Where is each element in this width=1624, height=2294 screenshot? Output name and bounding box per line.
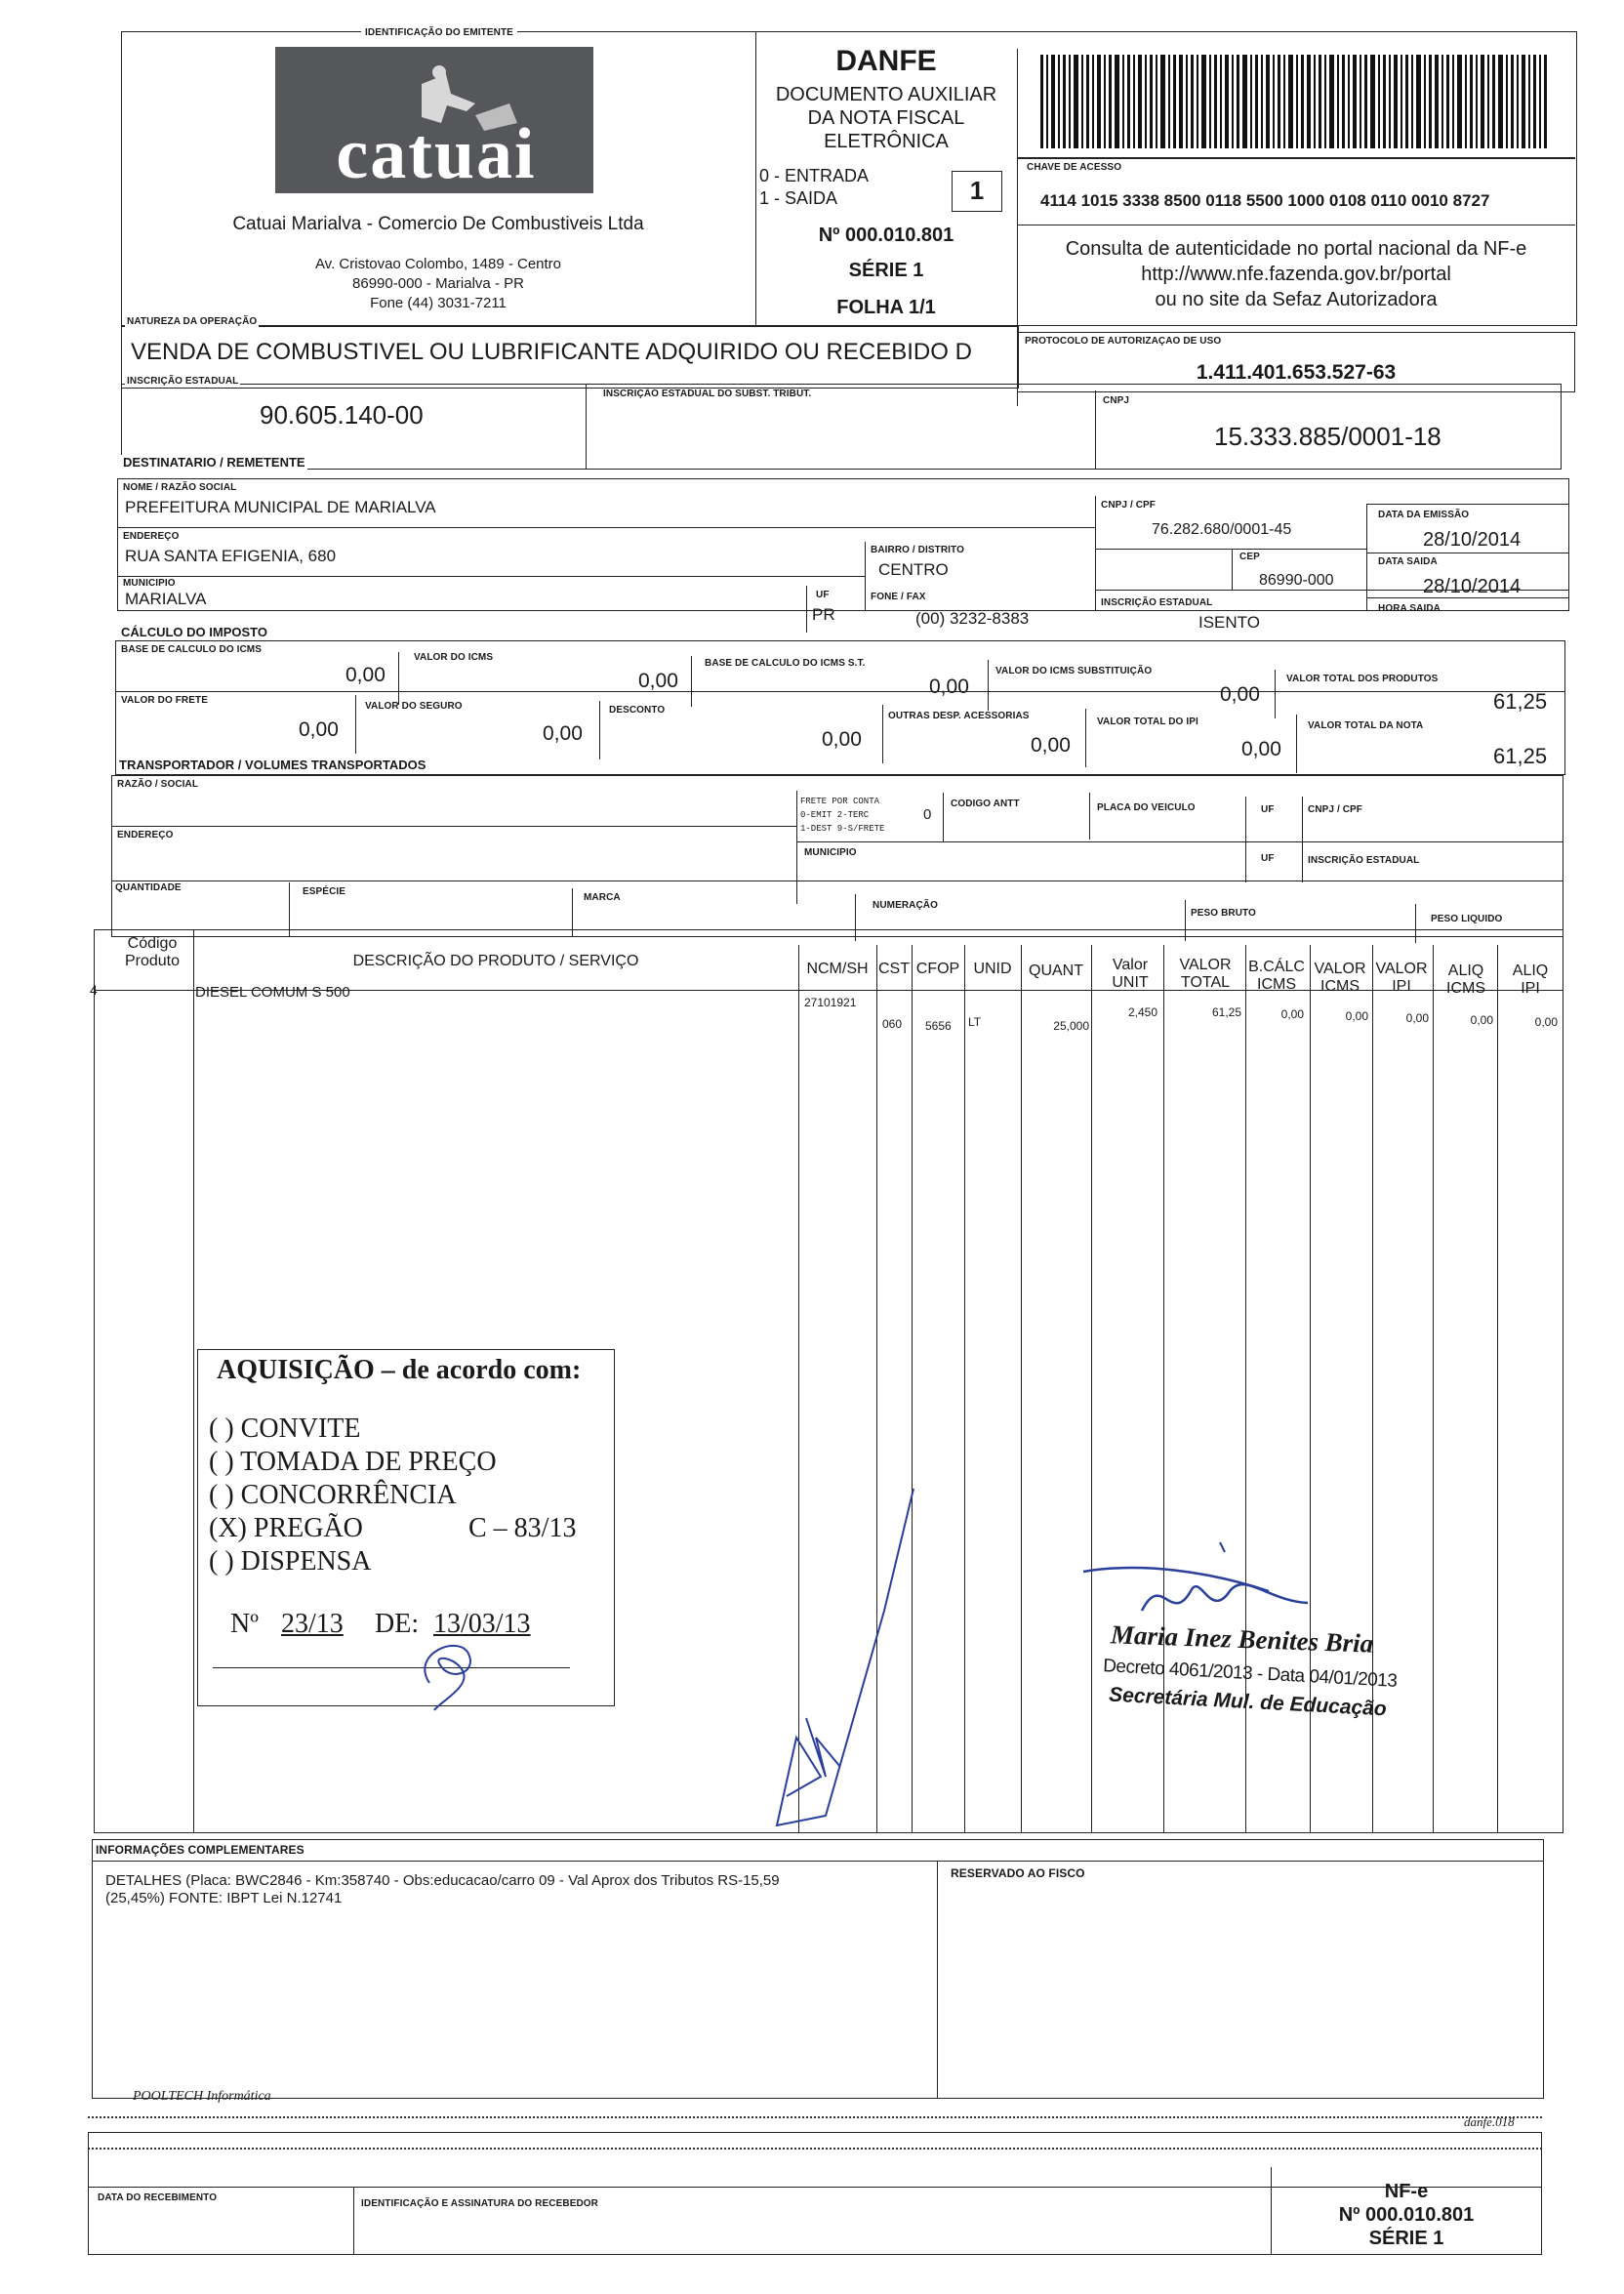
natureza-value: VENDA DE COMBUSTIVEL OU LUBRIFICANTE ADQUIRIDO OU RECEBIDO D	[131, 339, 972, 365]
software-credit: POOLTECH Informática	[133, 2089, 271, 2104]
perforation-line	[88, 2116, 1542, 2118]
valor-icms-label: VALOR DO ICMS	[414, 652, 494, 663]
col-divider	[1021, 945, 1022, 1833]
dest-fone-label: FONE / FAX	[871, 592, 926, 602]
danfe-subtitle-3: ELETRÔNICA	[824, 131, 949, 152]
numeracao-label: NUMERAÇÃO	[873, 900, 939, 911]
dest-fone: (00) 3232-8383	[915, 609, 1030, 628]
ie-st-label: INSCRIÇÃO ESTADUAL DO SUBST. TRIBUT.	[603, 389, 812, 399]
assinatura-label: IDENTIFICAÇÃO E ASSINATURA DO RECEBEDOR	[361, 2198, 598, 2209]
transp-cnpj-label: CNPJ / CPF	[1308, 804, 1363, 815]
divider	[691, 656, 692, 707]
transp-uf2-label: UF	[1261, 853, 1275, 864]
divider	[92, 1861, 1544, 1862]
item-valor-unit: 2,450	[1127, 1005, 1157, 1019]
col-aliq-icms-header: ALIQ ICMS	[1446, 963, 1485, 997]
total-prod-label: VALOR TOTAL DOS PRODUTOS	[1286, 674, 1439, 684]
col-divider	[193, 929, 194, 1833]
dest-bairro: CENTRO	[878, 560, 949, 579]
fisco-label: RESERVADO AO FISCO	[951, 1866, 1085, 1880]
col-unid-header: UNID	[973, 961, 1012, 977]
frete-conta-1: FRETE POR CONTA	[800, 797, 880, 806]
divider	[117, 527, 1095, 528]
col-descricao-header: DESCRIÇÃO DO PRODUTO / SERVIÇO	[352, 953, 639, 969]
col-cst-header: CST	[878, 961, 910, 977]
divider	[806, 586, 807, 633]
logo-text: catuai	[336, 114, 537, 194]
company-logo	[275, 47, 593, 193]
dest-endereco-label: ENDEREÇO	[123, 531, 180, 542]
chave-consulta-1: Consulta de autenticidade no portal nacional da NF-e	[1065, 238, 1527, 260]
divider	[988, 660, 989, 711]
dest-cnpj: 76.282.680/0001-45	[1152, 521, 1292, 538]
divider	[1232, 549, 1233, 590]
icms-subst-label: VALOR DO ICMS SUBSTITUIÇÃO	[995, 666, 1153, 676]
emitente-razao-social: Catuai Marialva - Comercio De Combustiveis Ltda	[232, 214, 644, 234]
outras: 0,00	[1031, 734, 1071, 757]
divider	[1095, 390, 1096, 470]
peso-liquido-label: PESO LIQUIDO	[1431, 914, 1503, 924]
transp-ie-label: INSCRIÇÃO ESTADUAL	[1308, 855, 1420, 866]
item-cfop: 5656	[925, 1019, 952, 1033]
transp-uf-label: UF	[1261, 804, 1275, 815]
dest-hora-label: HORA SAIDA	[1378, 603, 1441, 614]
item-aliq-ipi: 0,00	[1534, 1015, 1558, 1029]
aquisicao-rubric-icon	[400, 1624, 508, 1712]
item-valor-icms: 0,00	[1345, 1009, 1368, 1023]
divider	[586, 384, 587, 470]
aquisicao-data: 13/03/13	[433, 1609, 531, 1639]
item-valor-total: 61,25	[1211, 1005, 1241, 1019]
aquisicao-data-label: DE:	[375, 1609, 420, 1639]
divider	[1366, 597, 1569, 598]
aquisicao-opt3: ( ) CONCORRÊNCIA	[209, 1480, 457, 1510]
protocolo-label: PROTOCOLO DE AUTORIZAÇAO DE USO	[1025, 336, 1222, 347]
natureza-label: NATUREZA DA OPERAÇÃO	[127, 316, 258, 327]
footer-serie: SÉRIE 1	[1368, 2228, 1444, 2249]
emitente-fone: Fone (44) 3031-7211	[370, 295, 507, 311]
divider	[599, 701, 600, 759]
desconto-label: DESCONTO	[609, 705, 666, 716]
divider	[1095, 549, 1366, 550]
icms-subst: 0,00	[1220, 683, 1260, 706]
danfe-subtitle-1: DOCUMENTO AUXILIAR	[775, 84, 997, 105]
col-bc-icms-header: B.CÁLC ICMS	[1248, 959, 1305, 993]
divider	[1095, 496, 1096, 611]
base-st: 0,00	[929, 676, 969, 698]
antt-label: CODIGO ANTT	[951, 799, 1020, 809]
base-icms: 0,00	[345, 664, 386, 686]
footer-numero: Nº 000.010.801	[1338, 2204, 1475, 2226]
divider	[865, 542, 866, 611]
base-icms-label: BASE DE CALCULO DO ICMS	[121, 644, 262, 655]
item-bc-icms: 0,00	[1280, 1007, 1304, 1021]
danfe-numero: Nº 000.010.801	[818, 225, 954, 246]
divider	[1089, 793, 1090, 840]
emitente-section-label: IDENTIFICAÇÃO DO EMITENTE	[361, 27, 517, 38]
divider	[1296, 715, 1297, 773]
seguro-label: VALOR DO SEGURO	[365, 701, 463, 712]
dest-ie-label: INSCRIÇÃO ESTADUAL	[1101, 597, 1213, 608]
marca-label: MARCA	[584, 892, 621, 903]
col-divider	[1091, 945, 1092, 1833]
item-codigo: 4	[90, 982, 98, 998]
col-codigo-header: Código Produto	[124, 935, 181, 969]
divider	[353, 2187, 354, 2255]
ie-label: INSCRIÇÃO ESTADUAL	[127, 376, 239, 387]
transp-endereco-label: ENDEREÇO	[117, 830, 174, 840]
dest-saida-label: DATA SAIDA	[1378, 556, 1438, 567]
dest-municipio: MARIALVA	[125, 590, 207, 608]
col-valor-unit-header: Valor UNIT	[1112, 957, 1149, 991]
divider	[1085, 709, 1086, 767]
ipi: 0,00	[1241, 738, 1281, 760]
dest-cnpj-label: CNPJ / CPF	[1101, 500, 1157, 511]
cnpj-label: CNPJ	[1103, 395, 1130, 406]
emitente-cep: 86990-000 - Marialva - PR	[352, 275, 524, 292]
divider	[1275, 670, 1276, 718]
ipi-label: VALOR TOTAL DO IPI	[1097, 717, 1198, 727]
frete-label: VALOR DO FRETE	[121, 695, 208, 706]
divider	[1302, 797, 1303, 882]
dest-endereco: RUA SANTA EFIGENIA, 680	[125, 547, 337, 565]
dest-saida: 28/10/2014	[1423, 576, 1522, 597]
total-nota: 61,25	[1493, 744, 1548, 768]
item-aliq-icms: 0,00	[1470, 1013, 1493, 1027]
chave-label: CHAVE DE ACESSO	[1027, 162, 1122, 173]
aquisicao-opt4: (X) PREGÃO	[209, 1513, 363, 1543]
divider	[398, 652, 399, 705]
danfe-tipo: 1	[969, 176, 985, 205]
chave-consulta-2: http://www.nfe.fazenda.gov.br/portal	[1141, 264, 1451, 285]
transportador-section: TRANSPORTADOR / VOLUMES TRANSPORTADOS	[119, 758, 426, 772]
dest-emissao: 28/10/2014	[1423, 529, 1522, 551]
col-valor-icms-header: VALOR ICMS	[1314, 961, 1366, 995]
divider	[111, 826, 796, 827]
total-prod: 61,25	[1493, 689, 1548, 714]
dest-cep: 86990-000	[1259, 572, 1334, 589]
secretaria-decreto: Decreto 4061/2013 - Data 04/01/2013	[1102, 1656, 1398, 1692]
barcode-image	[1040, 55, 1548, 148]
transp-municipio-label: MUNICIPIO	[804, 847, 857, 858]
dest-emissao-label: DATA DA EMISSÃO	[1378, 510, 1470, 520]
info-text-2: (25,45%) FONTE: IBPT Lei N.12741	[105, 1890, 343, 1906]
danfe-entrada: 0 - ENTRADA	[759, 166, 870, 185]
item-cst: 060	[882, 1017, 903, 1031]
aquisicao-opt4-ref: C – 83/13	[468, 1513, 577, 1543]
aquisicao-opt1: ( ) CONVITE	[209, 1413, 361, 1444]
info-label: INFORMAÇÕES COMPLEMENTARES	[96, 1843, 304, 1857]
divider	[937, 1861, 938, 2099]
cnpj-value: 15.333.885/0001-18	[1214, 422, 1441, 451]
divider	[796, 791, 797, 904]
divider	[117, 576, 865, 577]
seguro: 0,00	[543, 722, 583, 745]
col-divider	[1433, 945, 1434, 1833]
danfe-title: DANFE	[835, 45, 937, 77]
divider	[115, 691, 1565, 692]
ie-value: 90.605.140-00	[260, 400, 424, 430]
base-st-label: BASE DE CALCULO DO ICMS S.T.	[705, 658, 866, 669]
frete-conta-3: 1-DEST 9-S/FRETE	[800, 824, 885, 834]
signature-scribble-icon	[767, 1484, 943, 1835]
dest-uf: PR	[812, 605, 835, 624]
dest-cep-label: CEP	[1239, 552, 1260, 562]
footer-nfe: NF-e	[1384, 2181, 1429, 2202]
col-valor-total-header: VALOR TOTAL	[1179, 957, 1232, 991]
form-id: danfe.018	[1464, 2114, 1515, 2129]
aquisicao-opt5: ( ) DISPENSA	[209, 1546, 372, 1577]
recebimento-label: DATA DO RECEBIMENTO	[98, 2192, 218, 2203]
item-descricao: DIESEL COMUM S 500	[195, 984, 350, 1001]
aquisicao-sign-line	[213, 1667, 570, 1668]
aquisicao-title: AQUISIÇÃO – de acordo com:	[217, 1355, 582, 1385]
dest-ie: ISENTO	[1198, 613, 1260, 632]
info-text-1: DETALHES (Placa: BWC2846 - Km:358740 - Obs:educacao/carro 09 - Val Aprox dos Tributos RS-15,59	[105, 1872, 780, 1889]
item-valor-ipi: 0,00	[1405, 1011, 1429, 1025]
col-ncm-header: NCM/SH	[806, 961, 869, 977]
emitente-endereco: Av. Cristovao Colombo, 1489 - Centro	[314, 256, 562, 272]
item-quant: 25,000	[1053, 1019, 1089, 1033]
peso-bruto-label: PESO BRUTO	[1191, 908, 1256, 919]
especie-label: ESPÉCIE	[303, 886, 346, 897]
danfe-serie: SÉRIE 1	[848, 260, 924, 281]
frete-conta-2: 0-EMIT 2-TERC	[800, 810, 870, 820]
quantidade-label: QUANTIDADE	[115, 882, 182, 893]
col-valor-ipi-header: VALOR IPI	[1375, 961, 1428, 995]
chave-value: 4114 1015 3338 8500 0118 5500 1000 0108 0110 0010 8727	[1040, 191, 1490, 210]
divider	[1245, 797, 1246, 882]
divider	[796, 841, 1563, 842]
imposto-section: CÁLCULO DO IMPOSTO	[121, 625, 267, 639]
aquisicao-numero: 23/13	[281, 1609, 344, 1639]
placa-label: PLACA DO VEICULO	[1097, 802, 1196, 813]
danfe-saida: 1 - SAIDA	[759, 188, 838, 208]
danfe-folha: FOLHA 1/1	[836, 297, 936, 318]
divider	[355, 695, 356, 754]
total-nota-label: VALOR TOTAL DA NOTA	[1308, 720, 1424, 731]
outras-label: OUTRAS DESP. ACESSORIAS	[888, 711, 1030, 721]
dest-bairro-label: BAIRRO / DISTRITO	[871, 545, 964, 555]
col-cfop-header: CFOP	[915, 961, 960, 977]
aquisicao-opt2: ( ) TOMADA DE PREÇO	[209, 1447, 497, 1477]
destinatario-section: DESTINATARIO / REMETENTE	[123, 455, 305, 470]
divider	[1017, 158, 1575, 159]
desconto: 0,00	[822, 728, 862, 751]
col-aliq-ipi-header: ALIQ IPI	[1512, 963, 1549, 997]
divider	[943, 793, 944, 841]
col-divider	[964, 945, 965, 1833]
col-divider	[1497, 945, 1498, 1833]
dest-nome: PREFEITURA MUNICIPAL DE MARIALVA	[125, 498, 436, 516]
dest-uf-label: UF	[816, 590, 830, 600]
aquisicao-numero-label: Nº	[230, 1609, 259, 1639]
secretaria-nome: Maria Inez Benites Bria	[1110, 1619, 1374, 1659]
frete-conta-val: 0	[923, 806, 932, 823]
divider	[882, 705, 883, 763]
dest-nome-label: NOME / RAZÃO SOCIAL	[123, 482, 237, 493]
col-quant-header: QUANT	[1029, 963, 1083, 979]
danfe-subtitle-2: DA NOTA FISCAL	[807, 107, 965, 129]
protocolo-value: 1.411.401.653.527-63	[1196, 361, 1397, 384]
item-ncm: 27101921	[804, 996, 857, 1009]
divider	[1095, 590, 1569, 591]
frete: 0,00	[299, 718, 339, 741]
transp-razao-label: RAZÃO / SOCIAL	[117, 779, 199, 790]
dest-municipio-label: MUNICIPIO	[123, 578, 176, 589]
item-unid: LT	[968, 1015, 982, 1029]
secretaria-cargo: Secretária Mul. de Educação	[1108, 1683, 1388, 1721]
valor-icms: 0,00	[638, 670, 678, 692]
chave-consulta-3: ou no site da Sefaz Autorizadora	[1155, 289, 1438, 310]
